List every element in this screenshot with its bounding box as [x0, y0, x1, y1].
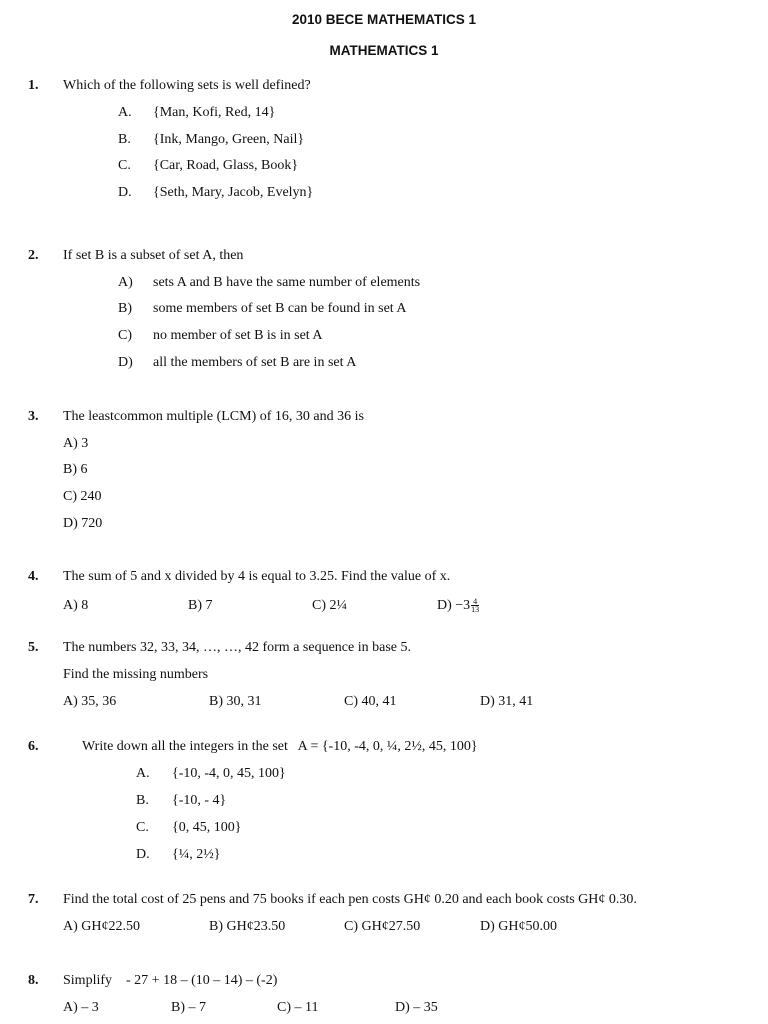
option-letter: A. [118, 105, 132, 120]
option-text: C) – 11 [277, 1000, 319, 1015]
question-text: Find the total cost of 25 pens and 75 books if each pen costs GH¢ 0.20 and each book costs GH¢ 0.30. [63, 892, 637, 907]
option-text: A) GH¢22.50 [63, 919, 140, 934]
option-text: B) 7 [188, 598, 213, 613]
option-text: {¼, 2½} [172, 847, 221, 862]
option-letter: B. [118, 132, 131, 147]
question-number: 1. [28, 78, 39, 93]
option-text: A) 8 [63, 598, 89, 613]
option-text: {-10, - 4} [172, 793, 227, 808]
question-number: 2. [28, 248, 39, 263]
option-letter: D. [118, 185, 132, 200]
option-text: no member of set B is in set A [153, 328, 323, 343]
option-text: C) 240 [63, 489, 102, 504]
option-text: C) 2¼ [312, 598, 347, 613]
option-text: {-10, -4, 0, 45, 100} [172, 766, 286, 781]
question-text: If set B is a subset of set A, then [63, 248, 244, 263]
document-title: 2010 BECE MATHEMATICS 1 [291, 12, 477, 27]
option-d [437, 598, 479, 614]
option-text: A) – 3 [63, 1000, 99, 1015]
option-text: some members of set B can be found in set A [153, 301, 407, 316]
question-number: 6. [28, 739, 39, 754]
option-text: D) 720 [63, 516, 103, 531]
option-text: {Seth, Mary, Jacob, Evelyn} [153, 185, 314, 200]
option-letter: D. [136, 847, 150, 862]
option-text: D) GH¢50.00 [480, 919, 557, 934]
option-text: {Ink, Mango, Green, Nail} [153, 132, 305, 147]
option-text: A) 3 [63, 436, 89, 451]
option-text: B) 6 [63, 462, 88, 477]
question-text: The sum of 5 and x divided by 4 is equal to 3.25. Find the value of x. [63, 569, 451, 584]
option-text: A) 35, 36 [63, 694, 117, 709]
option-letter: A. [136, 766, 150, 781]
option-letter: C) [118, 328, 132, 343]
question-text: Simplify - 27 + 18 – (10 – 14) – (-2) [63, 973, 278, 988]
option-letter: B. [136, 793, 149, 808]
fraction-numerator: 4 [473, 597, 478, 607]
option-text: B) GH¢23.50 [209, 919, 286, 934]
option-text: D) – 35 [395, 1000, 438, 1015]
option-letter: D) [118, 355, 133, 370]
option-text: C) 40, 41 [344, 694, 397, 709]
option-text: B) 30, 31 [209, 694, 262, 709]
option-text: B) – 7 [171, 1000, 206, 1015]
fraction [471, 598, 479, 613]
option-letter: C. [118, 158, 131, 173]
option-text: all the members of set B are in set A [153, 355, 357, 370]
question-number: 8. [28, 973, 39, 988]
option-text: {0, 45, 100} [172, 820, 242, 835]
option-letter: C. [136, 820, 149, 835]
option-letter: A) [118, 275, 133, 290]
option-text: D) −3 [437, 598, 471, 613]
option-text: C) GH¢27.50 [344, 919, 421, 934]
question-text: Which of the following sets is well defined? [63, 78, 311, 93]
option-text: {Car, Road, Glass, Book} [153, 158, 299, 173]
question-number: 7. [28, 892, 39, 907]
option-text: {Man, Kofi, Red, 14} [153, 105, 276, 120]
question-text-line2: Find the missing numbers [63, 667, 209, 682]
question-number: 3. [28, 409, 39, 424]
document-subtitle: MATHEMATICS 1 [329, 43, 439, 58]
question-number: 5. [28, 640, 39, 655]
option-letter: B) [118, 301, 132, 316]
question-text: The leastcommon multiple (LCM) of 16, 30 and 36 is [63, 409, 364, 424]
option-text: D) 31, 41 [480, 694, 534, 709]
option-text: sets A and B have the same number of elements [153, 275, 421, 290]
question-text: Write down all the integers in the set A = {-10, -4, 0, ¼, 2½, 45, 100} [82, 739, 478, 754]
question-text: The numbers 32, 33, 34, …, …, 42 form a sequence in base 5. [63, 640, 411, 655]
question-number: 4. [28, 569, 39, 584]
fraction-denominator: 13 [471, 605, 480, 615]
